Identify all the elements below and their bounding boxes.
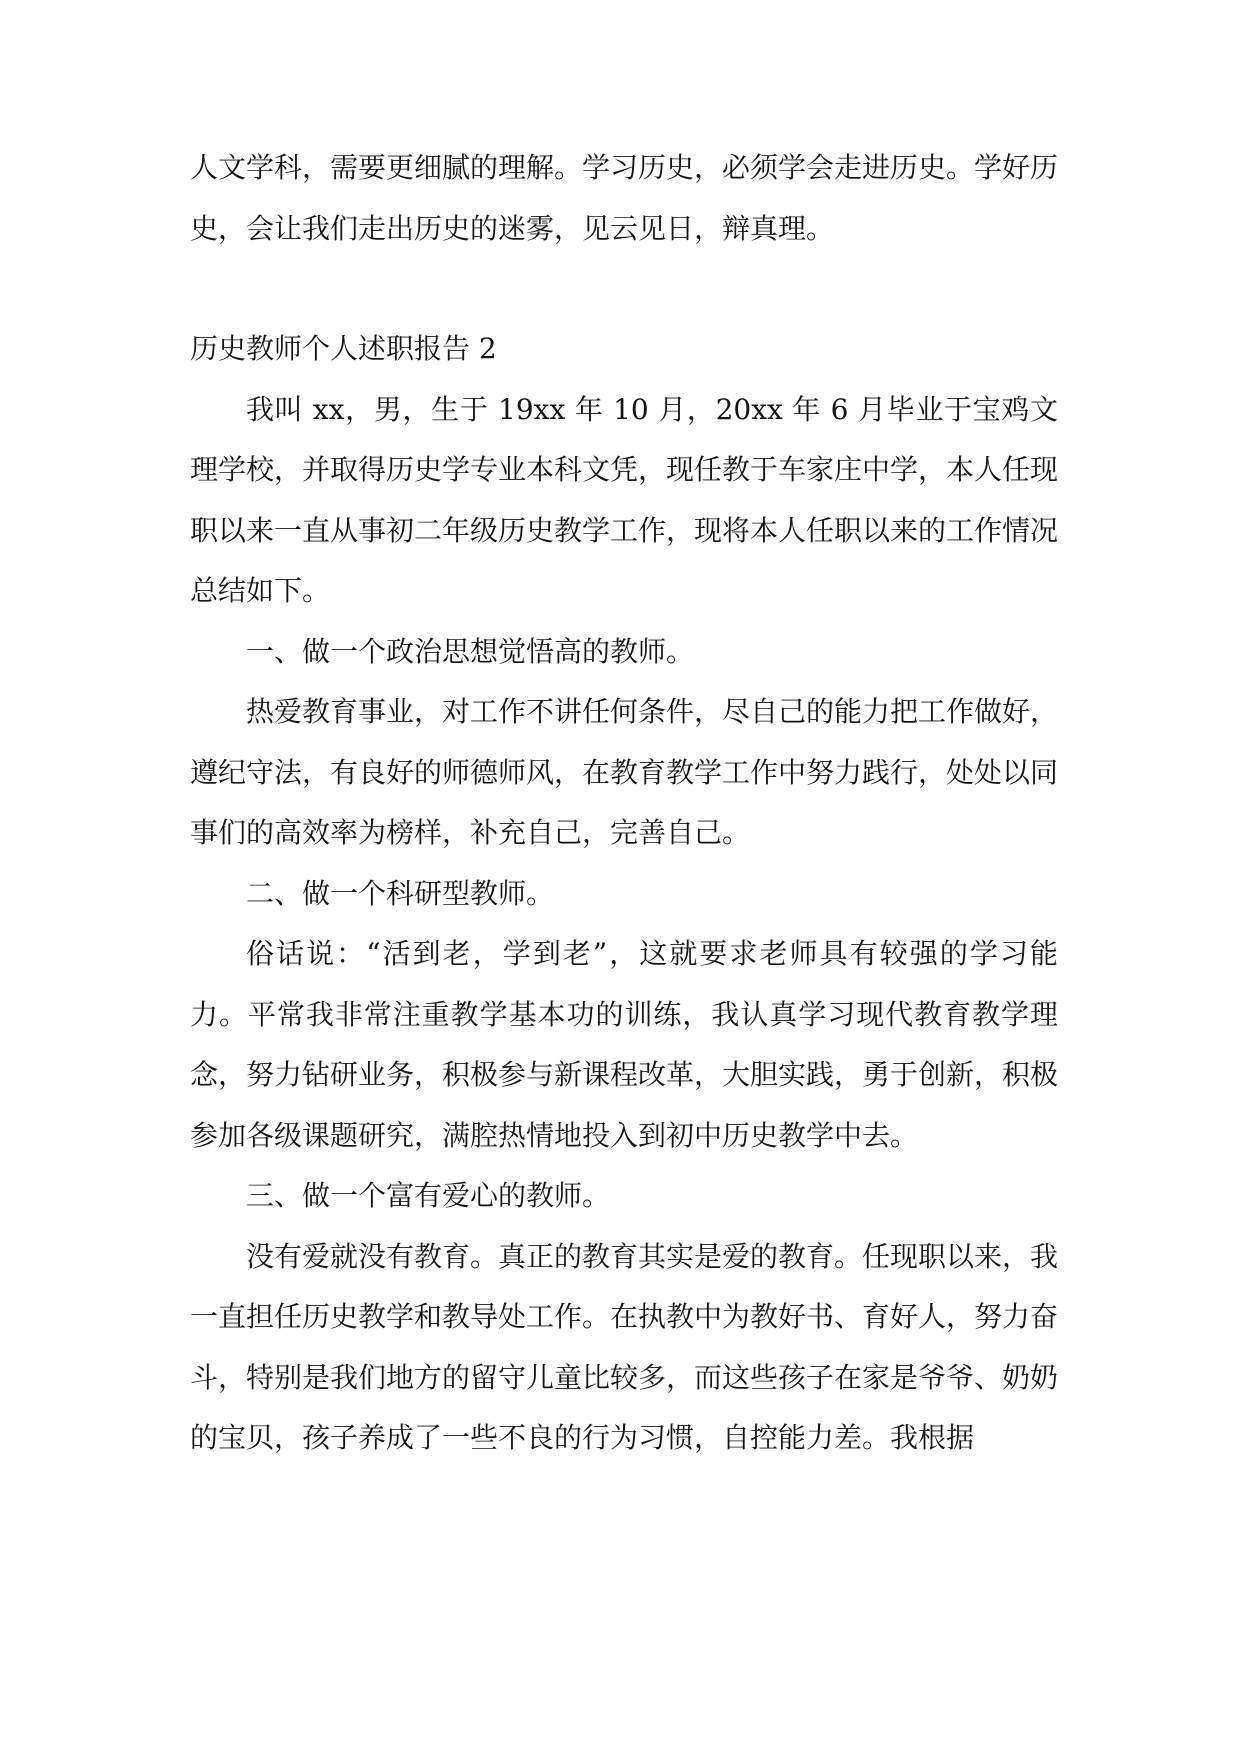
paragraph-intro-self: 我叫 xx，男，生于 19xx 年 10 月，20xx 年 6 月毕业于宝鸡文理学校，并取得历史学专业本科文凭，现任教于车家庄中学，本人任现职以来一直从事初二年级历史教学工作，现将本人任职以来的工作情况总结如下。 [190, 392, 1059, 607]
section-gap [190, 259, 1058, 319]
document-body [190, 138, 1058, 1469]
heading-point-one: 一、做一个政治思想觉悟高的教师。 [246, 634, 695, 668]
heading-point-two: 二、做一个科研型教师。 [246, 876, 555, 910]
heading-point-three: 三、做一个富有爱心的教师。 [246, 1179, 611, 1212]
paragraph-point-two: 俗话说：“活到老，学到老”，这就要求老师具有较强的学习能力。平常我非常注重教学基本功的训练，我认真学习现代教育教学理念，努力钻研业务，积极参与新课程改革，大胆实践，勇于创新，积极参加各级课题研究，满腔热情地投入到初中历史教学中去。 [190, 937, 1059, 1152]
paragraph-point-one: 热爱教育事业，对工作不讲任何条件，尽自己的能力把工作做好，遵纪守法，有良好的师德师风，在教育教学工作中努力践行，处处以同事们的高效率为榜样，补充自己，完善自己。 [190, 695, 1059, 849]
paragraph-point-three: 没有爱就没有教育。真正的教育其实是爱的教育。任现职以来，我一直担任历史教学和教导处工作。在执教中为教好书、育好人，努力奋斗，特别是我们地方的留守儿童比较多，而这些孩子在家是爷爷、奶奶的宝贝，孩子养成了一些不良的行为习惯，自控能力差。我根据 [190, 1239, 1059, 1454]
intro-paragraph: 人文学科，需要更细腻的理解。学习历史，必须学会走进历史。学好历史，会让我们走出历史的迷雾，见云见日，辩真理。 [190, 151, 1059, 245]
section-title: 历史教师个人述职报告 2 [190, 332, 497, 365]
